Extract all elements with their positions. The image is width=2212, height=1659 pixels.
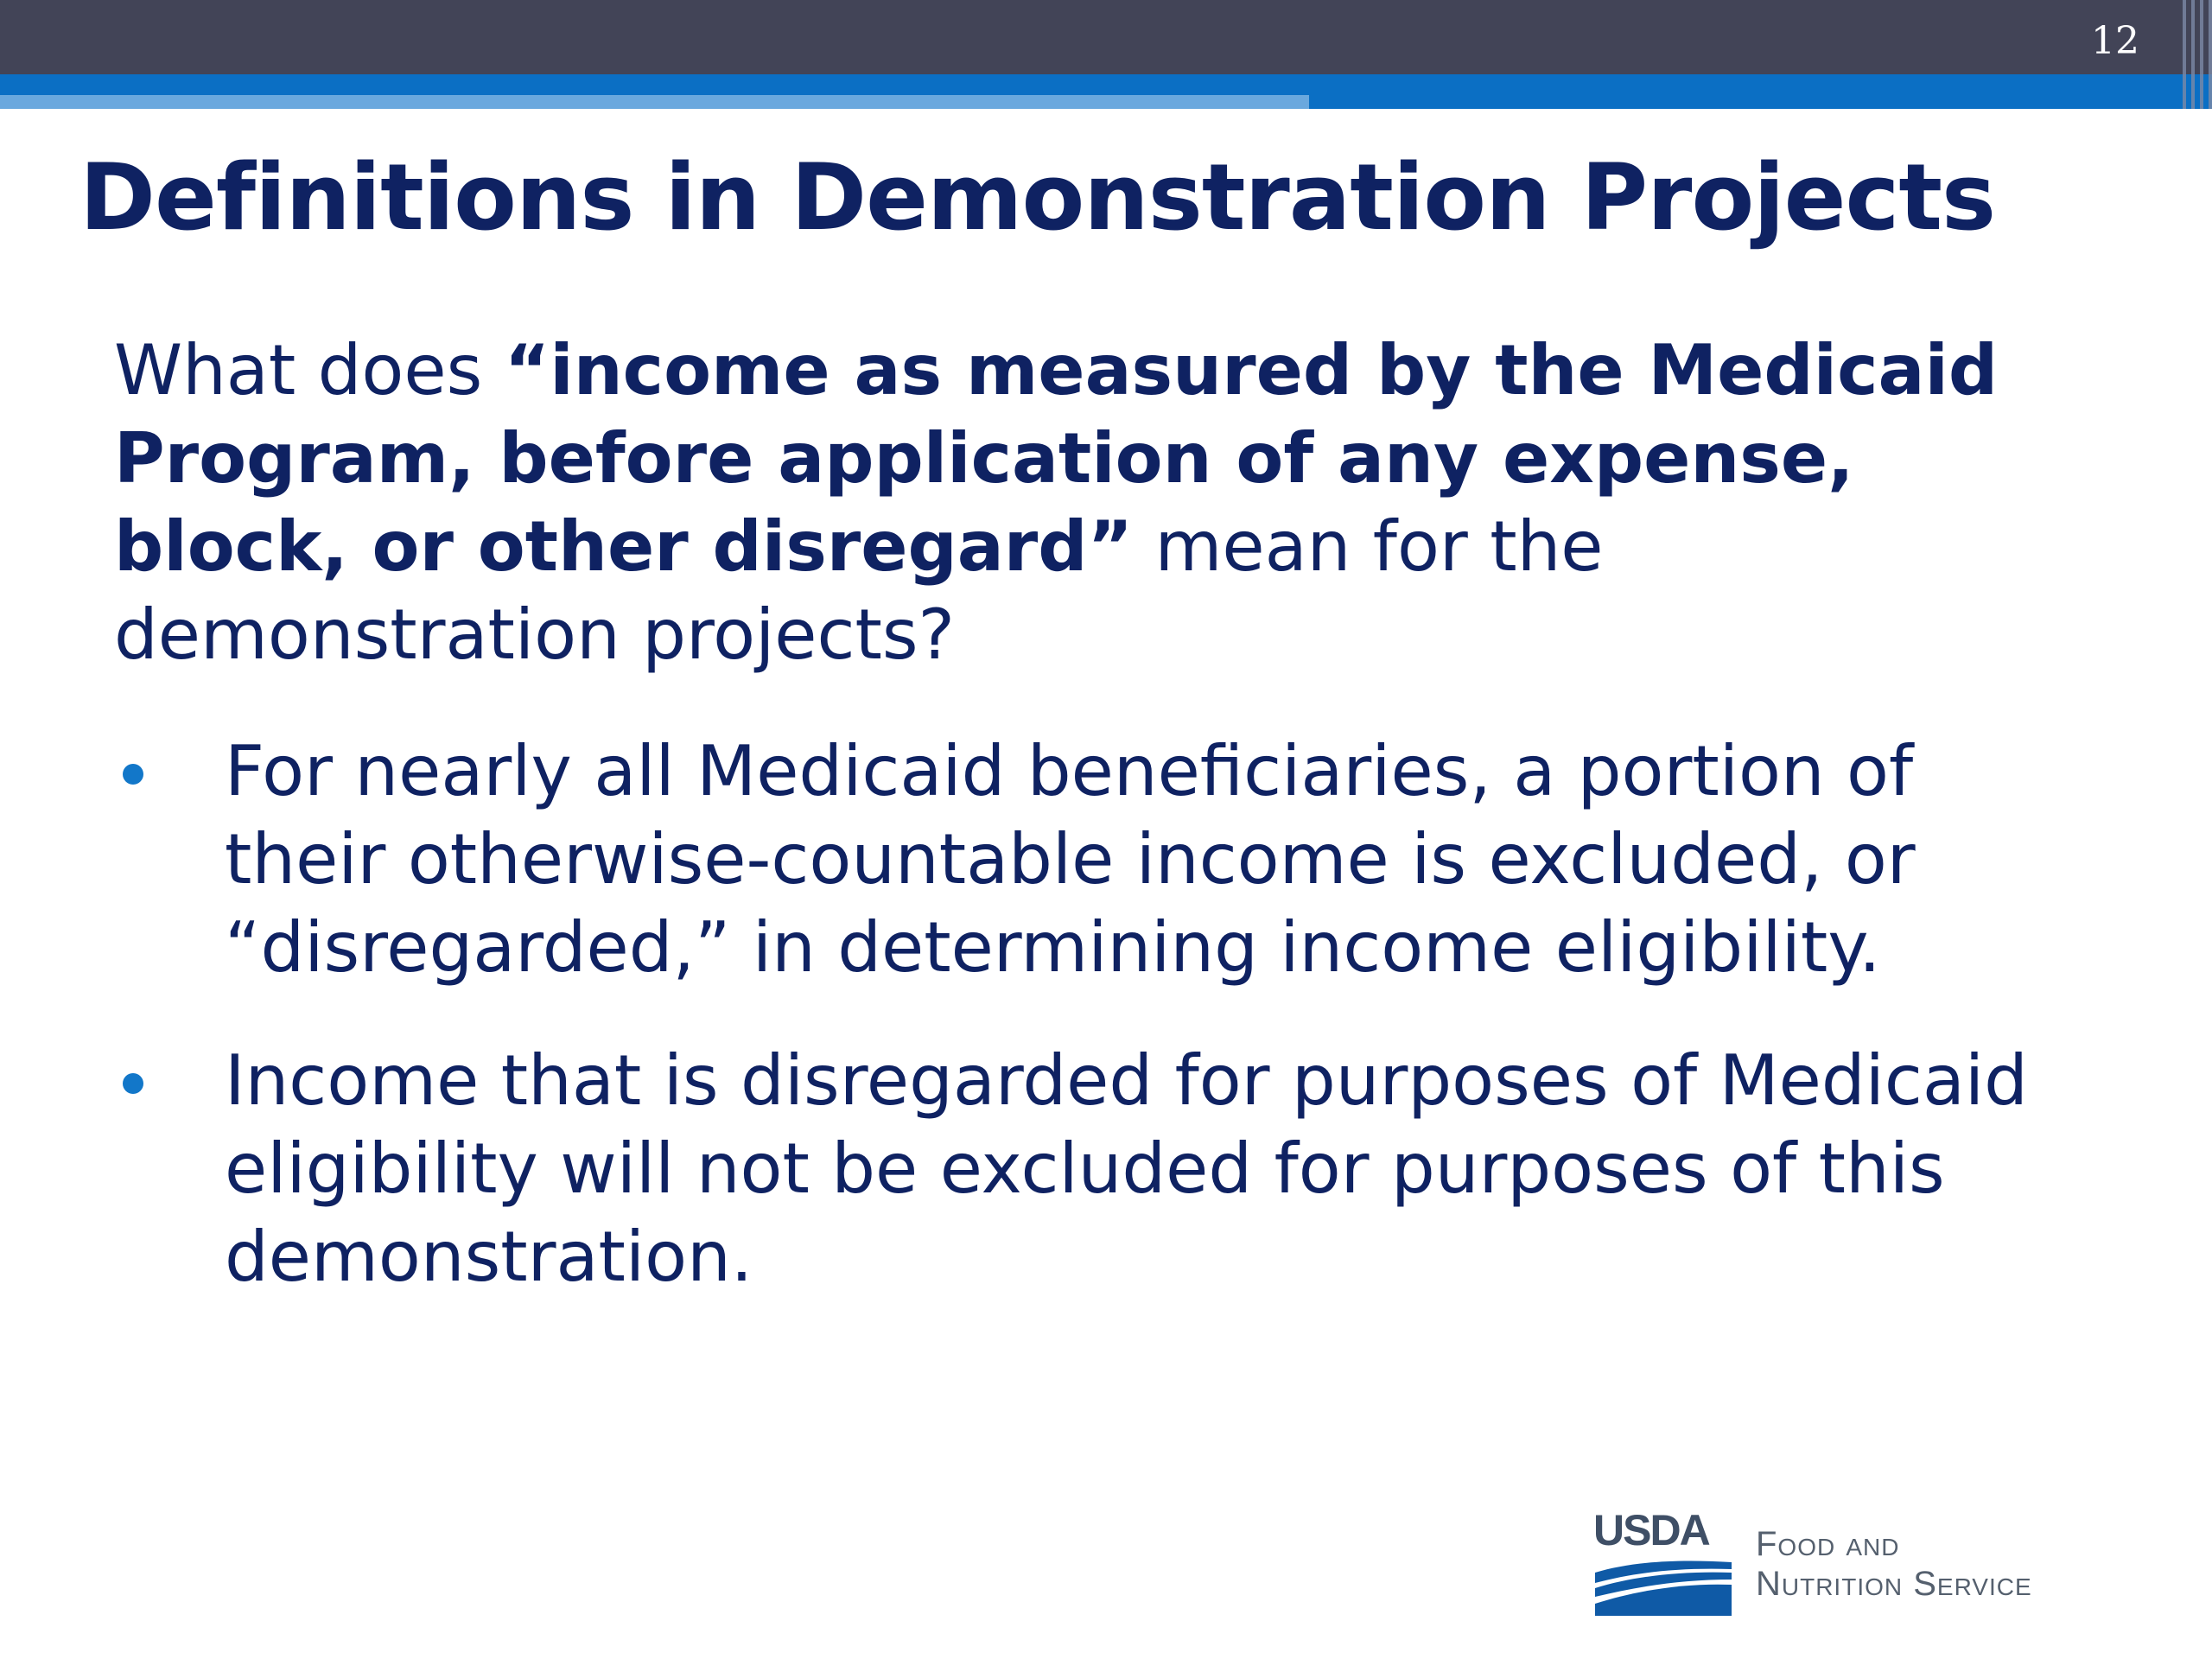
- question-suffix: mean for the demonstration projects?: [114, 506, 1604, 675]
- top-bar: [0, 0, 2212, 74]
- bullet-text: For nearly all Medicaid beneficiaries, a portion of their otherwise-countable income is excluded, or “disregarded,” in determining income eligibility.: [225, 731, 1916, 988]
- question-paragraph: [114, 327, 2067, 679]
- edge-line: [2200, 0, 2203, 109]
- bullet-dot-icon: [123, 764, 143, 785]
- edge-line: [2183, 0, 2186, 109]
- edge-decoration: [2143, 0, 2212, 109]
- bullet-dot-icon: [123, 1073, 143, 1094]
- bullet-list: [114, 728, 2050, 1346]
- slide-title: Definitions in Demonstration Projects: [79, 144, 1996, 251]
- light-accent-stripe: [0, 95, 1309, 109]
- edge-line: [2209, 0, 2212, 109]
- question-prefix: What does: [114, 330, 505, 410]
- edge-line: [2191, 0, 2195, 109]
- agency-name: [1756, 1524, 2032, 1604]
- agency-line-1: Food and: [1756, 1525, 1900, 1563]
- usda-fns-logo: [1593, 1506, 2129, 1621]
- bullet-text: Income that is disregarded for purposes of Medicaid eligibility will not be excluded for purposes of this demonstration.: [225, 1040, 2028, 1297]
- bullet-item: [114, 728, 2050, 992]
- bullet-item: [114, 1037, 2050, 1301]
- agency-line-2: Nutrition Service: [1756, 1565, 2032, 1603]
- usda-wordmark: USDA: [1593, 1506, 1709, 1554]
- usda-landscape-icon: [1595, 1557, 1732, 1616]
- page-number: 12: [2091, 19, 2139, 63]
- question-emphasis: “income as measured by the Medicaid Program, before application of any expense, block, or other disregard”: [114, 330, 1999, 587]
